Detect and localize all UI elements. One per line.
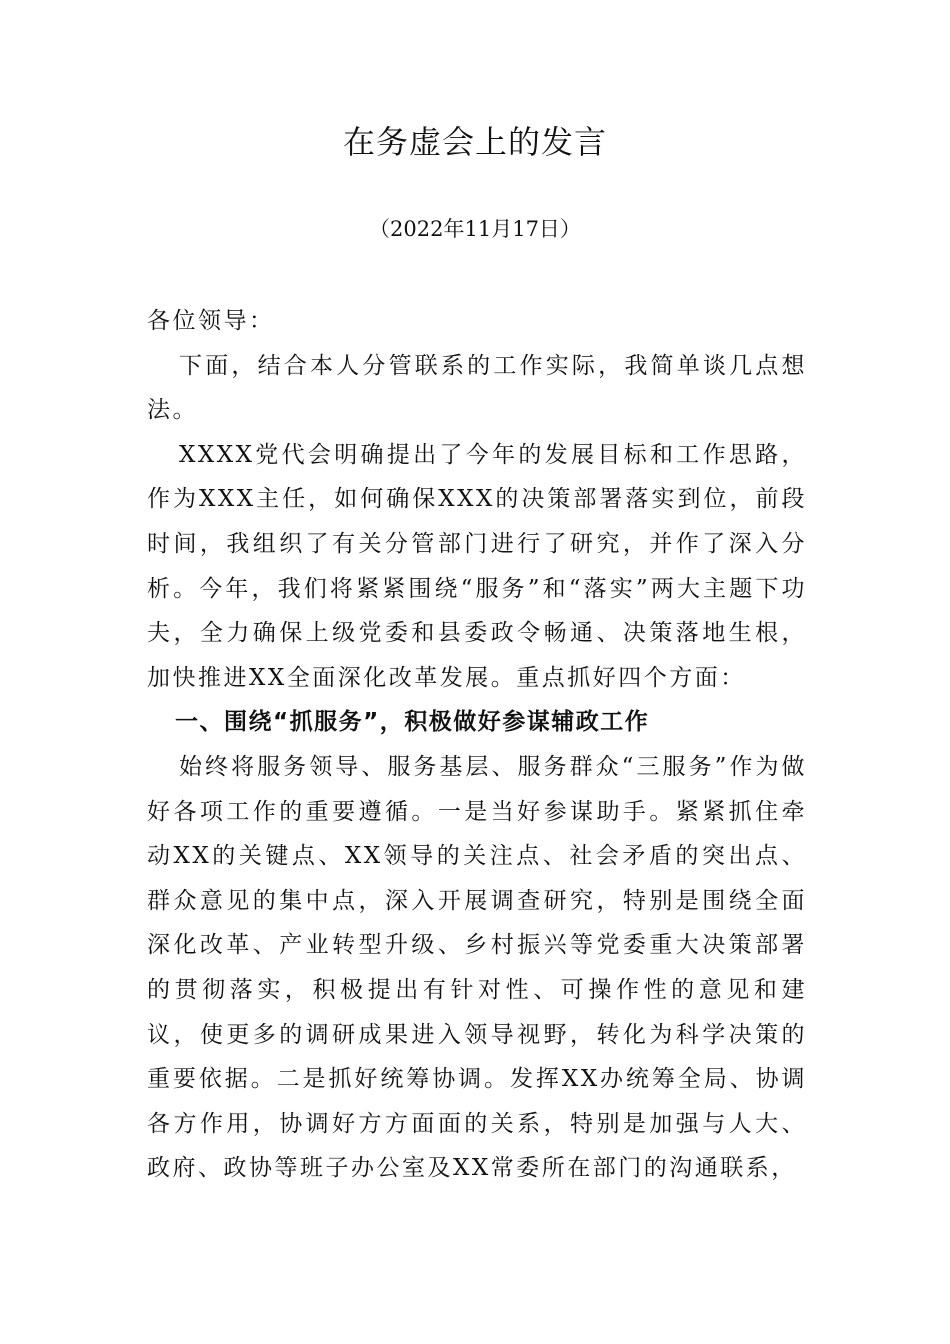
document-body — [147, 299, 807, 1191]
document-date: （2022年11月17日） — [369, 217, 581, 241]
intro-paragraph: 下面，结合本人分管联系的工作实际，我简单谈几点想法。 — [147, 352, 807, 424]
document-title: 在务虚会上的发言 — [342, 123, 607, 161]
salutation: 各位领导： — [147, 308, 275, 334]
section-1-body: 始终将服务领导、服务基层、服务群众“三服务”作为做好各项工作的重要遵循。一是当好参谋助手。紧紧抓住牵动XX的关键点、XX领导的关注点、社会矛盾的突出点、群众意见的集中点，深入开展调查研究，特别是围绕全面深化改革、产业转型升级、乡村振兴等党委重大决策部署的贯彻落实，积极提出有针对性、可操作性的意见和建议，使更多的调研成果进入领导视野，转化为科学决策的重要依据。二是抓好统筹协调。发挥XX办统筹全局、协调各方作用，协调好方方面面的关系，特别是加强与人大、政府、政协等班子办公室及XX常委所在部门的沟通联系， — [147, 753, 807, 1182]
section-1-heading: 一、围绕“抓服务”，积极做好参谋辅政工作 — [175, 709, 650, 736]
paragraph-1: XXXX党代会明确提出了今年的发展目标和工作思路，作为XXX主任，如何确保XXX的决策部署落实到位，前段时间，我组织了有关分管部门进行了研究，并作了深入分析。今年，我们将紧紧围绕“服务”和“落实”两大主题下功夫，全力确保上级党委和县委政令畅通、决策落地生根，加快推进XX全面深化改革发展。重点抓好四个方面： — [147, 441, 807, 691]
